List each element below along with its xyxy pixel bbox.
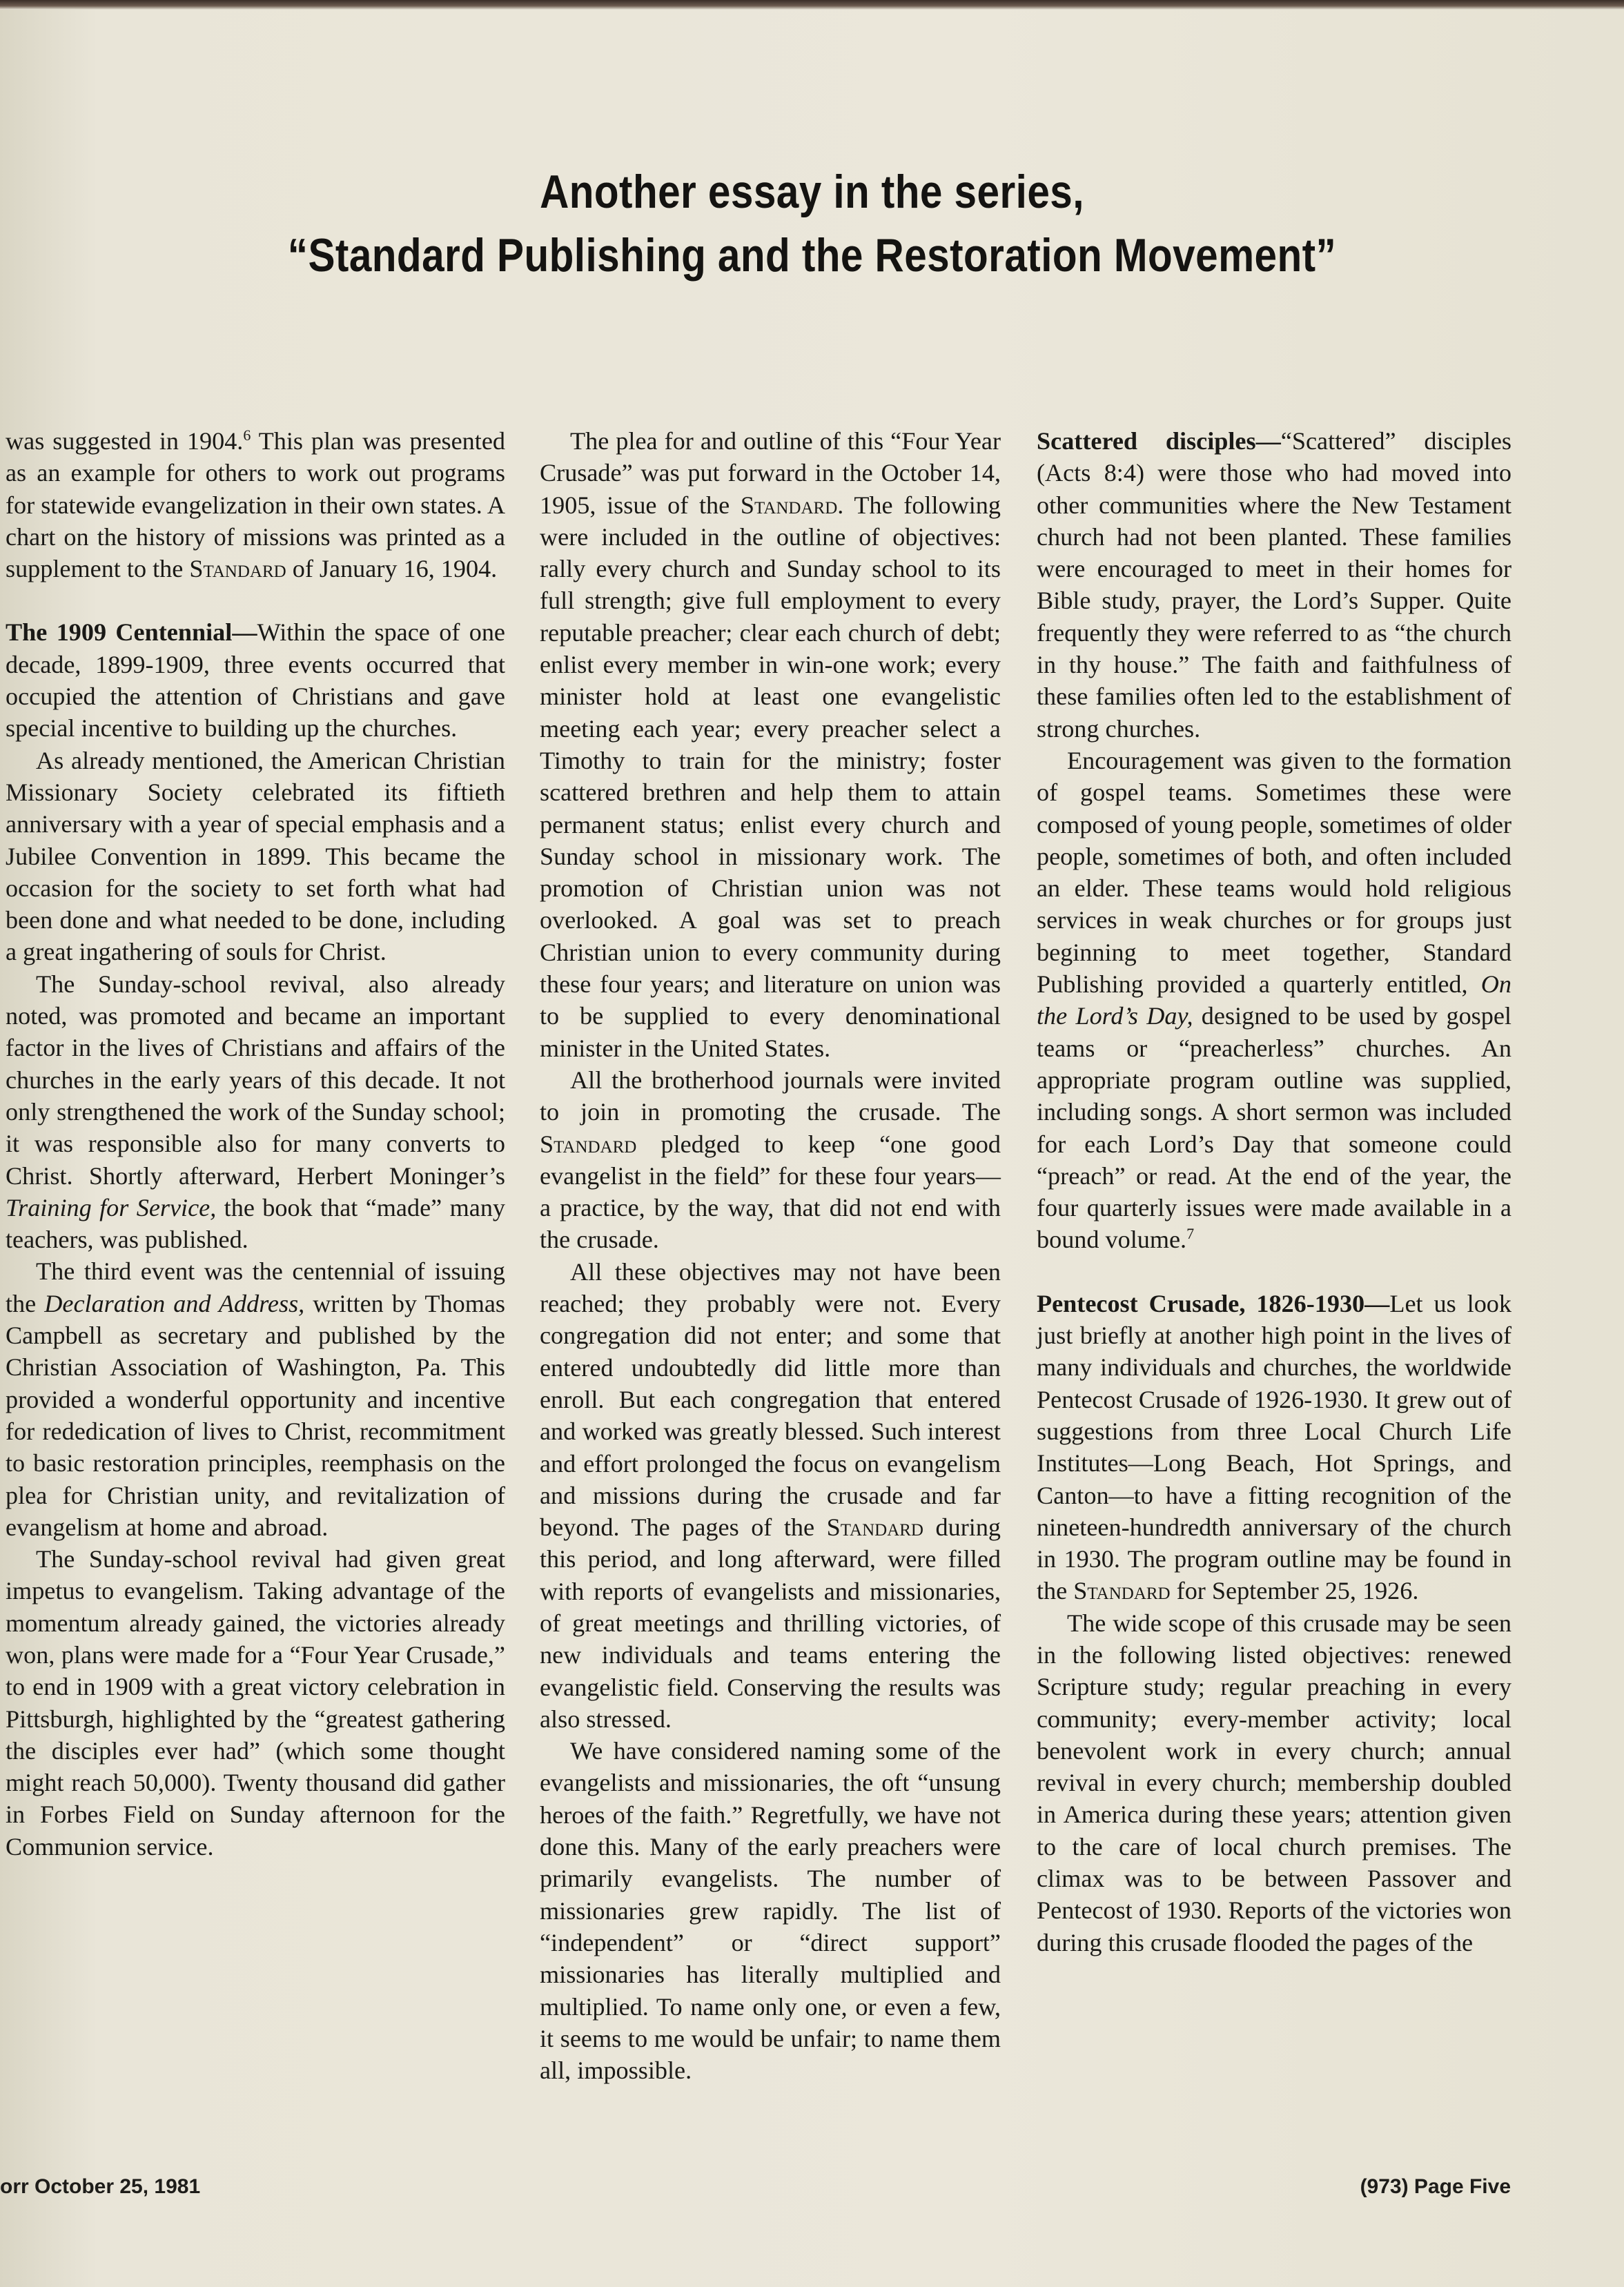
column-3 bbox=[1037, 425, 1512, 1959]
paragraph: The 1909 Centennial—Within the space of one decade, 1899-1909, three events occurred that occupied the attention of Christians and gave special incentive to building up the churches. bbox=[6, 618, 505, 743]
paragraph: We have considered naming some of the evangelists and missionaries, the oft “unsung heroes of the faith.” Regretfully, we have not done this. Many of the early preachers were primarily evangelists. The number of missionaries grew rapidly. The list of “independent” or “direct support” missionaries has literally multiplied and multiplied. To name only one, or even a few, it seems to me would be unfair; to name them all, impossible. bbox=[540, 1737, 1001, 2085]
article-headline bbox=[0, 160, 1624, 287]
column-1 bbox=[6, 425, 505, 1863]
paragraph: All these objectives may not have been reached; they probably were not. Every congregation did not enter; and some that entered undoubtedly did little more than enroll. But each congregation that entered and worked was greatly blessed. Such interest and effort prolonged the focus on evangelism and missions during the crusade and far beyond. The pages of the Standard during this period, and long afterward, were filled with reports of evangelists and missionaries, of great meetings and thrilling victories, of new individuals and teams entering the evangelistic field. Conserving the results was also stressed. bbox=[540, 1257, 1001, 1733]
paragraph: Scattered disciples—“Scattered” disciples (Acts 8:4) were those who had moved into other communities where the New Testament church had not been planted. These families were encouraged to meet in their homes for Bible study, prayer, the Lord’s Supper. Quite frequently they were referred to as “the church in thy house.” The faith and faithfulness of these families often led to the establishment of strong churches. bbox=[1037, 427, 1512, 743]
section-heading: The 1909 Centennial— bbox=[6, 618, 257, 647]
footer-date: orr October 25, 1981 bbox=[0, 2175, 201, 2198]
headline-line-2: “Standard Publishing and the Restoration Movement” bbox=[287, 229, 1337, 282]
section-heading: Pentecost Crusade, 1826-1930— bbox=[1037, 1289, 1390, 1317]
paragraph: Pentecost Crusade, 1826-1930—Let us look just briefly at another high point in the lives of many individuals and churches, the worldwide Pentecost Crusade of 1926-1930. It grew out of suggestions from three Local Church Life Institutes—Long Beach, Hot Springs, and Canton—to have a fitting recognition of the nineteen-hundredth anniversary of the church in 1930. The program outline may be found in the Standard for September 25, 1926. bbox=[1037, 1289, 1512, 1605]
paragraph: The Sunday-school revival, also already noted, was promoted and became an important factor in the lives of Christians and affairs of the churches in the early years of this decade. It not only strengthened the work of the Sunday school; it was responsible also for many converts to Christ. Shortly afterward, Herbert Moninger’s Training for Service, the book that “made” many teachers, was published. bbox=[6, 970, 506, 1254]
page-top-edge bbox=[0, 0, 1624, 10]
paragraph: As already mentioned, the American Christian Missionary Society celebrated its fiftieth anniversary with a year of special emphasis and a Jubilee Convention in 1899. This became the occasion for the society to set forth what had been done and what needed to be done, including a great ingathering of souls for Christ. bbox=[6, 746, 505, 966]
paragraph: was suggested in 1904.$^6$ This plan was presented as an example for others to work out programs for statewide evangelization in their own states. A chart on the history of missions was printed as a supplement to the Standard of January 16, 1904. bbox=[6, 426, 505, 583]
paragraph: The plea for and outline of this “Four Year Crusade” was put forward in the October 14, 1905, issue of the Standard. The following were included in the outline of objectives: rally every church and Sunday school to its full strength; give full employment to every reputable preacher; clear each church of debt; enlist every member in win-one work; every minister hold at least one evangelistic meeting each year; every preacher select a Timothy to train for the ministry; foster scattered brethren and help them to attain permanent status; enlist every church and Sunday school in missionary work. The promotion of Christian union was not overlooked. A goal was set to preach Christian union to every community during these four years; and literature on union was to be supplied to every denominational minister in the United States. bbox=[540, 427, 1001, 1062]
footnote-marker: 6 bbox=[243, 426, 251, 444]
paragraph: The Sunday-school revival had given great impetus to evangelism. Taking advantage of the momentum already gained, the victories already won, plans were made for a “Four Year Crusade,” to end in 1909 with a great victory celebration in Pittsburgh, highlighted by the “greatest gathering the disciples ever had” (which some thought might reach 50,000). Twenty thousand did gather in Forbes Field on Sunday afternoon for the Communion service. bbox=[6, 1545, 505, 1861]
headline-line-1: Another essay in the series, bbox=[540, 166, 1084, 218]
paragraph: All the brotherhood journals were invited to join in promoting the crusade. The Standard pledged to keep “one good evangelist in the field” for these four years—a practice, by the way, that did not end with the crusade. bbox=[540, 1066, 1001, 1254]
section-heading: Scattered disciples— bbox=[1037, 427, 1281, 455]
paragraph: Encouragement was given to the formation of gospel teams. Sometimes these were composed of young people, sometimes of older people, sometimes of both, and often included an elder. These teams would hold religious services in weak churches or for groups just beginning to meet together, Standard Publishing provided a quarterly entitled, On the Lord’s Day, designed to be used by gospel teams or “preacherless” churches. An appropriate program outline was supplied, including songs. A short sermon was included for each Lord’s Day that someone could “preach” or read. At the end of the year, the four quarterly issues were made available in a bound volume.$^7$ bbox=[1037, 746, 1512, 1254]
footer-page-number: (973) Page Five bbox=[1360, 2175, 1511, 2198]
paragraph: The wide scope of this crusade may be seen in the following listed objectives: renewed Scripture study; regular preaching in every community; every-member activity; local benevolent work in every church; annual revival in every church; membership doubled in America during these years; attention given to the care of local church premises. The climax was to be between Passover and Pentecost of 1930. Reports of the victories won during this crusade flooded the pages of the bbox=[1037, 1609, 1512, 1956]
column-2 bbox=[540, 425, 1001, 2086]
footnote-marker: 7 bbox=[1186, 1225, 1195, 1243]
paragraph: The third event was the centennial of issuing the Declaration and Address, written by Thomas Campbell as secretary and published by the Christian Association of Washington, Pa. This provided a wonderful opportunity and incentive for rededication of lives to Christ, recommitment to basic restoration principles, reemphasis on the plea for Christian unity, and revitalization of evangelism at home and abroad. bbox=[6, 1257, 506, 1541]
